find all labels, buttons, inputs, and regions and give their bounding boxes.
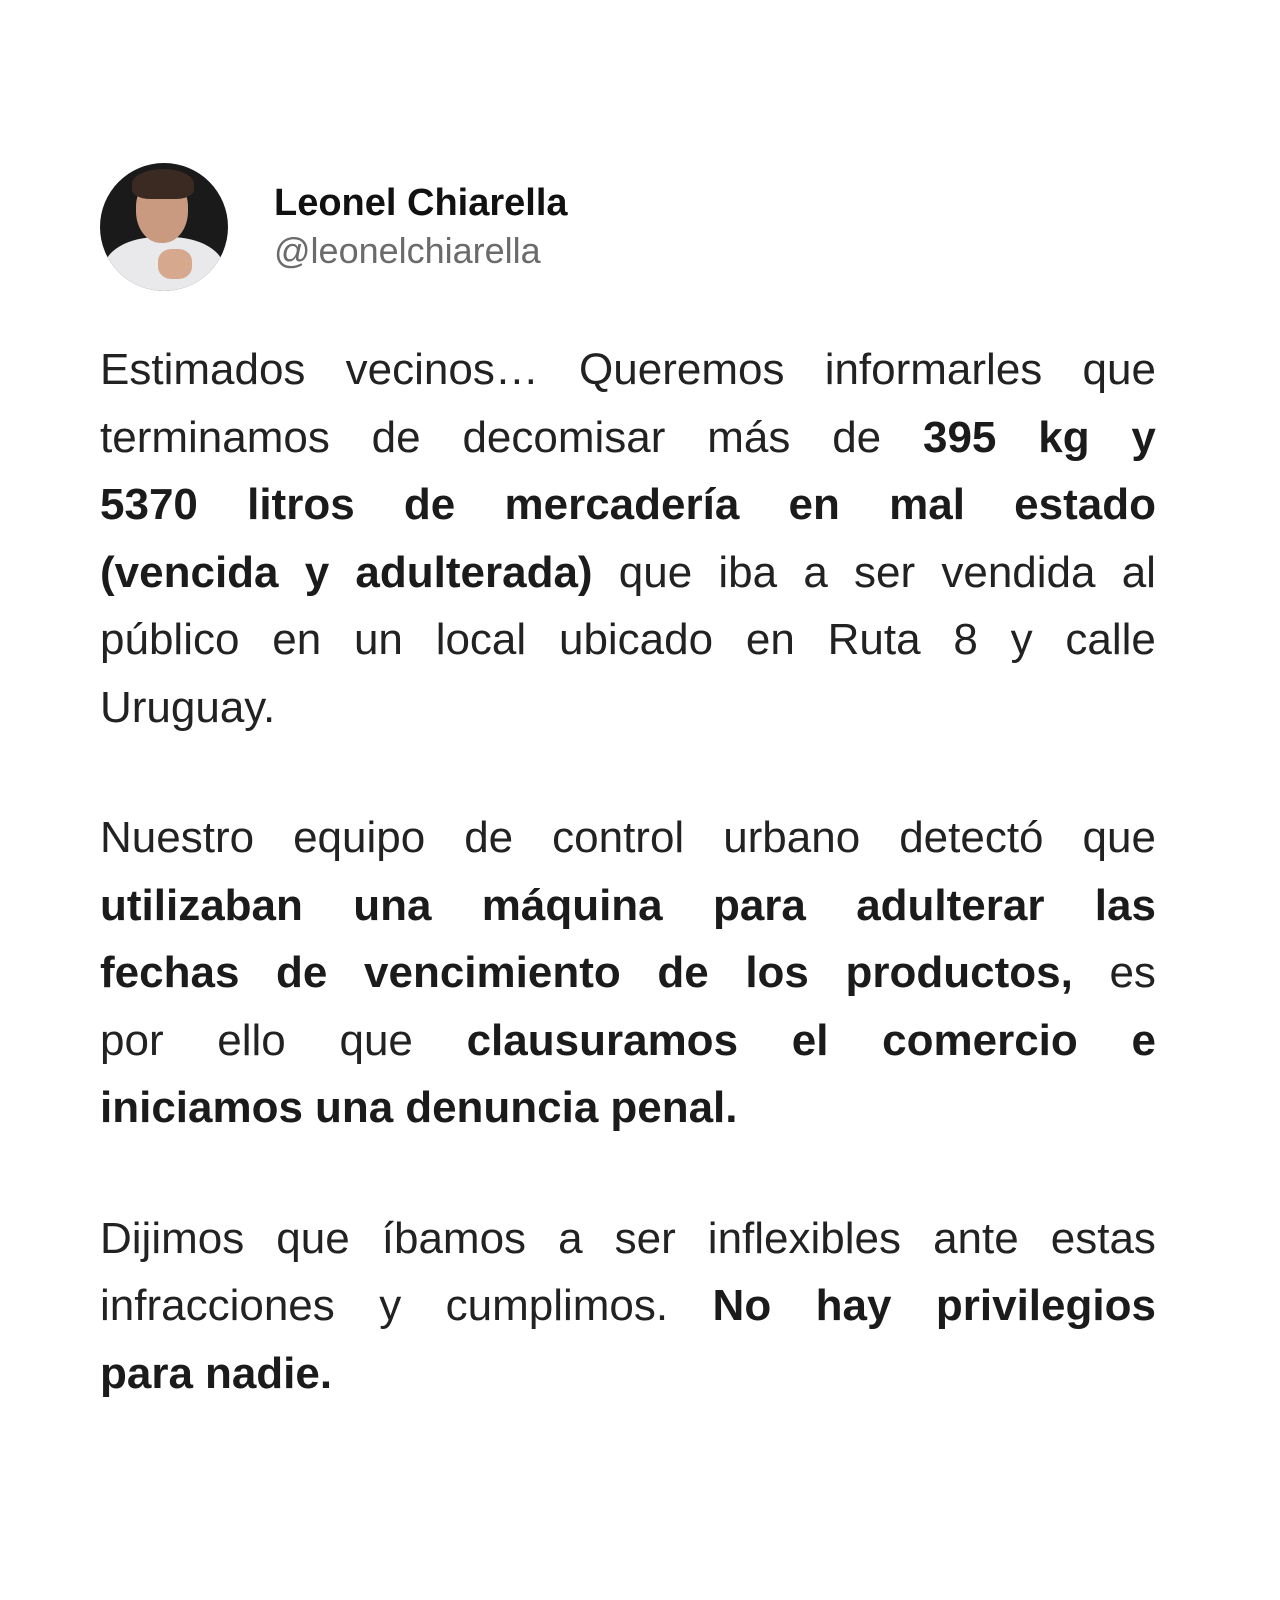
word: y xyxy=(1010,615,1033,664)
bold-word: mal xyxy=(889,480,965,529)
bold-word: mercadería xyxy=(504,480,740,529)
avatar[interactable] xyxy=(100,163,228,291)
text-line xyxy=(100,674,1156,742)
bold-word: litros xyxy=(247,480,355,529)
text-line xyxy=(100,1007,1156,1075)
word: de xyxy=(371,412,421,462)
bold-word: en xyxy=(788,480,840,529)
bold-word: y xyxy=(304,547,330,597)
author-handle[interactable]: @leonelchiarella xyxy=(274,230,541,271)
word: inflexibles xyxy=(707,1213,902,1263)
word: Nuestro xyxy=(100,813,255,862)
bold-word: una xyxy=(314,1083,394,1132)
word: que xyxy=(1082,813,1156,862)
word: ante xyxy=(933,1213,1019,1263)
word: ello xyxy=(217,1015,286,1065)
word: Ruta xyxy=(827,615,921,664)
bold-word: fechas xyxy=(100,948,240,997)
text-line xyxy=(100,1074,1156,1142)
word: que xyxy=(618,547,693,597)
bold-word: para xyxy=(100,1348,193,1398)
word: vendida xyxy=(941,547,1096,597)
word: por xyxy=(100,1015,164,1065)
word: Dijimos xyxy=(100,1213,245,1263)
word: Uruguay. xyxy=(100,682,276,732)
bold-word: 5370 xyxy=(100,480,198,529)
bold-word: las xyxy=(1094,880,1156,930)
bold-word: para xyxy=(712,880,806,930)
word: a xyxy=(558,1213,583,1263)
word: calle xyxy=(1065,615,1156,664)
word: detectó xyxy=(899,813,1044,862)
bold-word: hay xyxy=(815,1281,892,1330)
word: local xyxy=(435,615,527,664)
word: en xyxy=(745,615,795,664)
word: urbano xyxy=(723,813,861,862)
bold-word: privilegios xyxy=(935,1281,1156,1330)
word: más xyxy=(707,412,791,462)
text-line xyxy=(100,404,1156,472)
word: terminamos xyxy=(100,412,330,462)
word: y xyxy=(379,1281,402,1330)
post-paragraph xyxy=(100,336,1156,741)
author-names xyxy=(274,180,568,274)
bold-word: No xyxy=(712,1281,772,1330)
word: un xyxy=(353,615,403,664)
bold-word: penal. xyxy=(610,1083,738,1132)
word: íbamos xyxy=(381,1213,527,1263)
word: que xyxy=(276,1213,350,1263)
bold-word: adulterar xyxy=(856,880,1045,930)
word: equipo xyxy=(293,813,426,862)
word: infracciones xyxy=(100,1281,335,1330)
word: ser xyxy=(614,1213,676,1263)
bold-word: utilizaban xyxy=(100,880,303,930)
bold-word: de xyxy=(276,948,328,997)
avatar-hands xyxy=(158,249,192,279)
bold-word: e xyxy=(1131,1015,1156,1065)
bold-word: clausuramos xyxy=(466,1015,739,1065)
post-paragraph xyxy=(100,804,1156,1142)
word: ubicado xyxy=(558,615,714,664)
bold-word: los xyxy=(745,948,809,997)
bold-word: nadie. xyxy=(204,1348,333,1398)
bold-word: estado xyxy=(1014,480,1156,529)
text-line xyxy=(100,939,1156,1007)
word: es xyxy=(1109,948,1156,997)
bold-word: 395 xyxy=(922,412,997,462)
text-line xyxy=(100,872,1156,940)
word: iba xyxy=(718,547,778,597)
word: informarles xyxy=(824,345,1043,394)
text-line xyxy=(100,606,1156,674)
text-line xyxy=(100,804,1156,872)
bold-word: kg xyxy=(1038,412,1090,462)
word: control xyxy=(552,813,685,862)
word: a xyxy=(803,547,828,597)
text-line xyxy=(100,336,1156,404)
word: en xyxy=(272,615,322,664)
post-body xyxy=(100,336,1156,1470)
post-paragraph xyxy=(100,1205,1156,1408)
bold-word: de xyxy=(403,480,456,529)
bold-word: adulterada) xyxy=(355,547,593,597)
word: Queremos xyxy=(579,345,785,394)
text-line xyxy=(100,1205,1156,1273)
word: cumplimos. xyxy=(445,1281,669,1330)
bold-word: denuncia xyxy=(405,1083,599,1132)
word: Estimados xyxy=(100,345,306,394)
bold-word: productos, xyxy=(845,948,1073,997)
bold-word: y xyxy=(1131,412,1156,462)
word: de xyxy=(832,412,882,462)
word: vecinos… xyxy=(345,345,539,394)
word: al xyxy=(1121,547,1156,597)
author-display-name[interactable]: Leonel Chiarella xyxy=(274,182,568,224)
bold-word: vencimiento xyxy=(364,948,621,997)
post-header xyxy=(100,163,568,291)
text-line xyxy=(100,1340,1156,1408)
word: estas xyxy=(1050,1213,1156,1263)
bold-word: el xyxy=(791,1015,829,1065)
word: que xyxy=(1082,345,1156,394)
word: de xyxy=(464,813,514,862)
bold-word: de xyxy=(657,948,709,997)
word: 8 xyxy=(953,615,978,664)
bold-word: (vencida xyxy=(100,547,279,597)
bold-word: comercio xyxy=(882,1015,1078,1065)
bold-word: máquina xyxy=(481,880,663,930)
word: público xyxy=(100,615,240,664)
bold-word: una xyxy=(353,880,432,930)
text-line xyxy=(100,1272,1156,1340)
word: que xyxy=(339,1015,413,1065)
avatar-hair xyxy=(132,169,194,199)
word: decomisar xyxy=(462,412,666,462)
text-line xyxy=(100,471,1156,539)
word: ser xyxy=(854,547,916,597)
bold-word: iniciamos xyxy=(100,1083,303,1132)
text-line xyxy=(100,539,1156,607)
